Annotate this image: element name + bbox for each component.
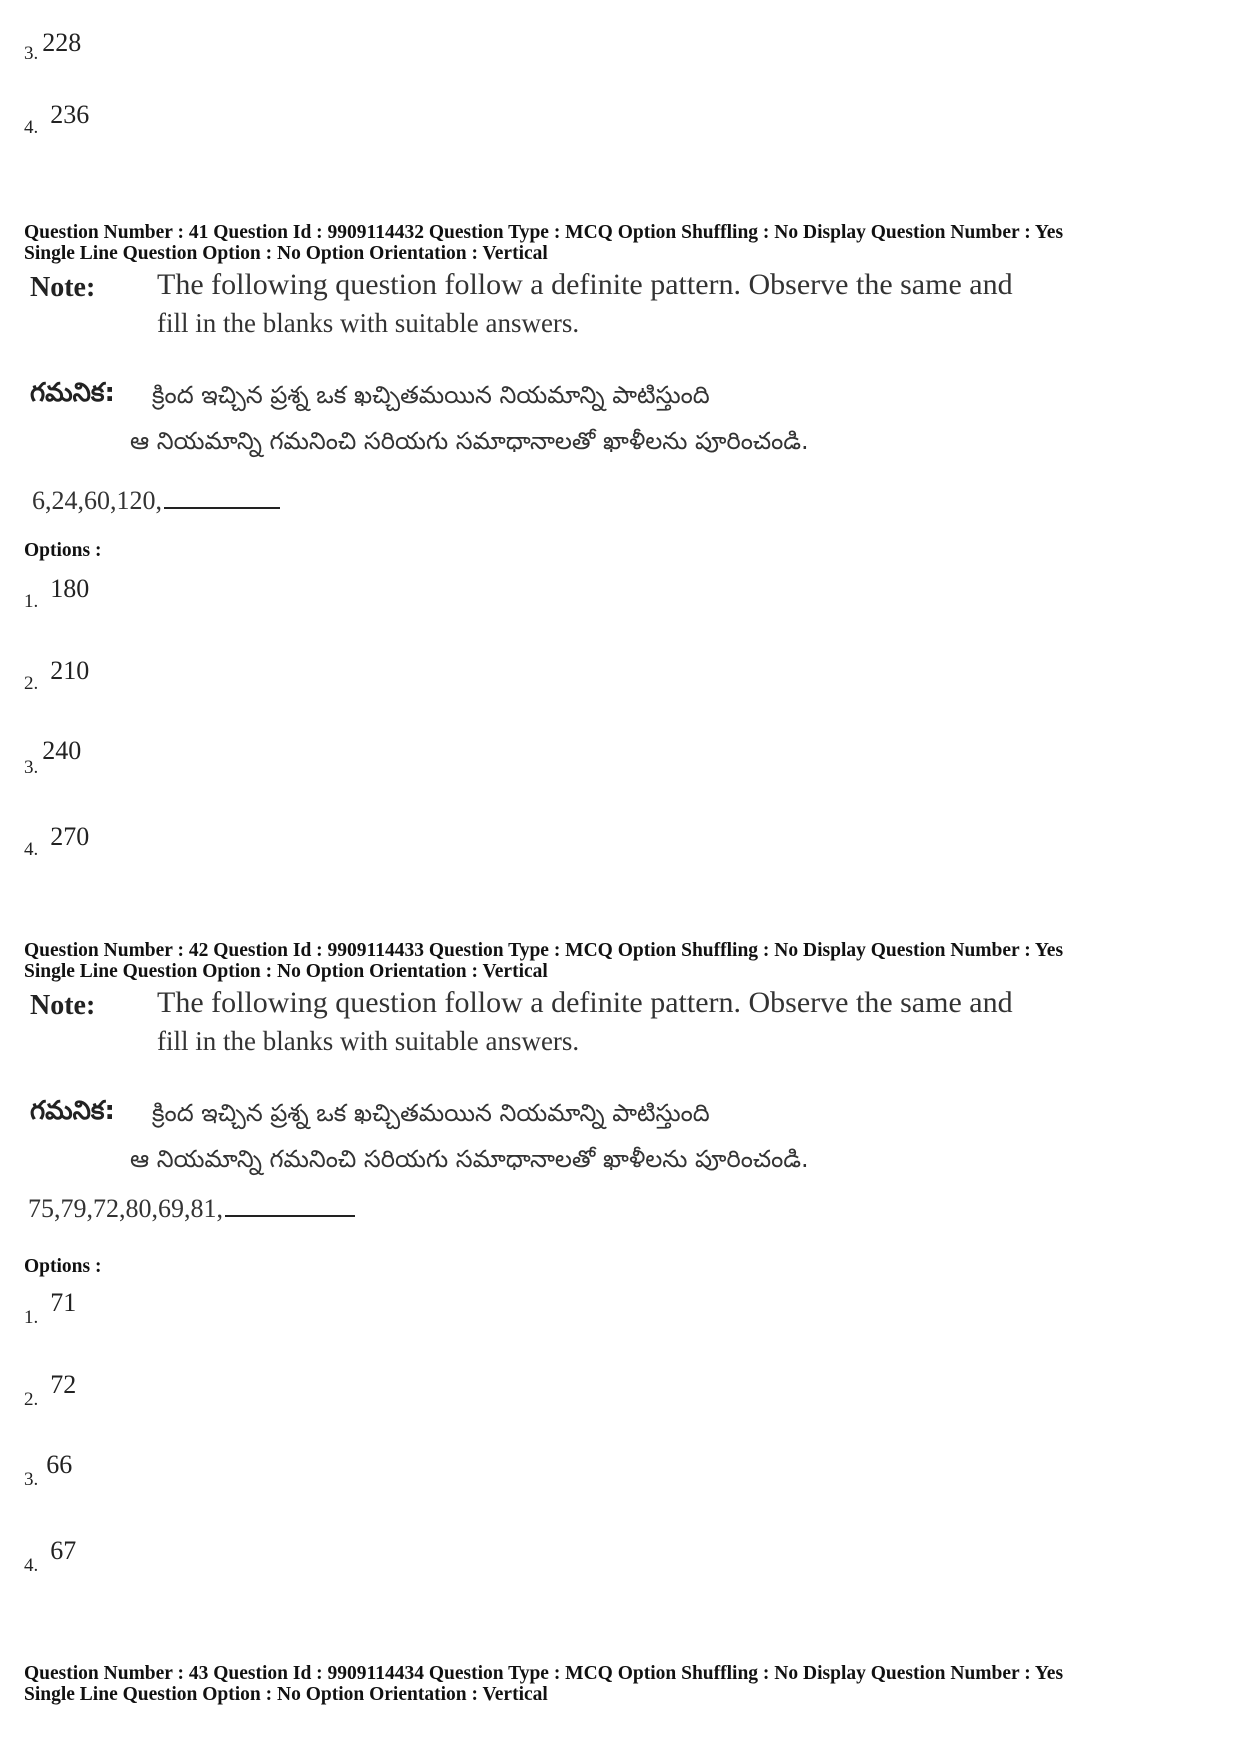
- note-telugu-line-1: క్రింద ఇచ్చిన ప్రశ్న ఒక ఖచ్చితమయిన నియమాన్ని పాటిస్తుంది: [152, 381, 710, 409]
- option-value: 180: [50, 574, 90, 603]
- option-number: 4.: [24, 117, 39, 138]
- note-telugu: [130, 372, 809, 464]
- option-value: 228: [42, 28, 82, 57]
- meta-line-1: Question Number : 41 Question Id : 9909114432 Question Type : MCQ Option Shuffling : No Display Question Number : Yes: [24, 222, 1064, 243]
- option-4[interactable]: [24, 822, 90, 860]
- number-series: [32, 486, 280, 516]
- option-number: 2.: [24, 1389, 39, 1410]
- option-3[interactable]: [24, 1450, 73, 1490]
- option-number: 2.: [24, 673, 39, 694]
- option-1[interactable]: [24, 1288, 77, 1328]
- note-english-line-1: The following question follow a definite pattern. Observe the same and: [157, 986, 1013, 1019]
- prev-option-4[interactable]: [24, 100, 90, 138]
- option-number: 1.: [24, 1307, 39, 1328]
- option-number: 3.: [24, 43, 39, 64]
- note-english: [157, 266, 1013, 342]
- option-value: 270: [50, 822, 90, 851]
- meta-line-2: Single Line Question Option : No Option Orientation : Vertical: [24, 961, 548, 982]
- note-label: Note:: [30, 272, 96, 303]
- note-english-line-2: fill in the blanks with suitable answers.: [157, 308, 580, 338]
- meta-line-2: Single Line Question Option : No Option Orientation : Vertical: [24, 243, 548, 264]
- prev-option-3[interactable]: [24, 28, 82, 64]
- note-telugu-label: గమనిక:: [30, 378, 115, 408]
- note-telugu-line-2: ఆ నియమాన్ని గమనించి సరియగు సమాధానాలతో ఖాళీలను పూరించండి.: [130, 427, 809, 455]
- series-text: 75,79,72,80,69,81,: [28, 1194, 223, 1223]
- option-2[interactable]: [24, 656, 90, 694]
- option-4[interactable]: [24, 1536, 77, 1576]
- option-2[interactable]: [24, 1370, 77, 1410]
- meta-line-1: Question Number : 43 Question Id : 9909114434 Question Type : MCQ Option Shuffling : No Display Question Number : Yes: [24, 1663, 1064, 1684]
- option-value: 240: [42, 736, 82, 765]
- option-value: 210: [50, 656, 90, 685]
- question-41-meta: [24, 222, 1063, 264]
- number-series: [28, 1194, 355, 1224]
- options-label: Options :: [24, 1256, 102, 1277]
- answer-blank: [225, 1195, 355, 1217]
- question-42-meta: [24, 940, 1063, 982]
- question-43-meta: [24, 1663, 1063, 1705]
- option-number: 1.: [24, 591, 39, 612]
- option-1[interactable]: [24, 574, 90, 612]
- option-3[interactable]: [24, 736, 82, 778]
- answer-blank: [164, 487, 280, 509]
- note-english: [157, 984, 1013, 1060]
- note-telugu-label: గమనిక:: [30, 1096, 115, 1126]
- series-text: 6,24,60,120,: [32, 486, 162, 515]
- option-value: 236: [50, 100, 90, 129]
- option-number: 4.: [24, 1555, 39, 1576]
- option-value: 67: [50, 1536, 77, 1565]
- meta-line-2: Single Line Question Option : No Option Orientation : Vertical: [24, 1684, 548, 1705]
- option-value: 66: [46, 1450, 73, 1479]
- note-telugu-line-2: ఆ నియమాన్ని గమనించి సరియగు సమాధానాలతో ఖాళీలను పూరించండి.: [130, 1145, 809, 1173]
- option-value: 72: [50, 1370, 77, 1399]
- note-label: Note:: [30, 990, 96, 1021]
- note-telugu-line-1: క్రింద ఇచ్చిన ప్రశ్న ఒక ఖచ్చితమయిన నియమాన్ని పాటిస్తుంది: [152, 1099, 710, 1127]
- option-value: 71: [50, 1288, 77, 1317]
- note-telugu: [130, 1090, 809, 1182]
- option-number: 3.: [24, 757, 39, 778]
- meta-line-1: Question Number : 42 Question Id : 9909114433 Question Type : MCQ Option Shuffling : No Display Question Number : Yes: [24, 940, 1064, 961]
- options-label: Options :: [24, 540, 102, 561]
- option-number: 3.: [24, 1469, 39, 1490]
- note-english-line-1: The following question follow a definite pattern. Observe the same and: [157, 268, 1013, 301]
- note-english-line-2: fill in the blanks with suitable answers.: [157, 1026, 580, 1056]
- option-number: 4.: [24, 839, 39, 860]
